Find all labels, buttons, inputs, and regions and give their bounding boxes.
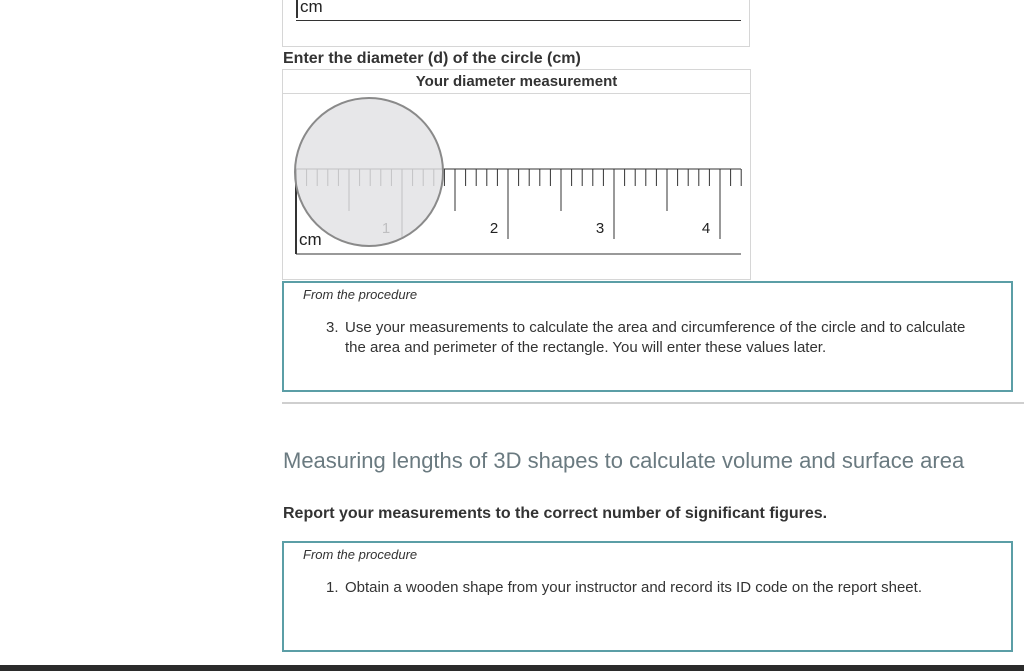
ruler-baseline bbox=[296, 20, 741, 21]
procedure-item-text: Use your measurements to calculate the area and circumference of the circle and to calculate the area and perimeter of the rectangle. You will enter these values later. bbox=[345, 319, 966, 356]
ruler-unit-label: cm bbox=[296, 0, 339, 18]
window-bottom-edge bbox=[0, 665, 1024, 671]
ruler-tick-label-3: 3 bbox=[595, 220, 605, 237]
procedure-item bbox=[326, 578, 966, 598]
procedure-item-number: 1. bbox=[326, 579, 339, 596]
procedure-label: From the procedure bbox=[303, 547, 418, 562]
procedure-box-step-3 bbox=[282, 281, 1013, 392]
section-title: Measuring lengths of 3D shapes to calculate volume and surface area bbox=[283, 448, 965, 473]
previous-measurement-panel bbox=[282, 0, 750, 47]
section-divider bbox=[282, 402, 1024, 404]
diameter-question-label: Enter the diameter (d) of the circle (cm) bbox=[283, 50, 581, 67]
procedure-item bbox=[326, 318, 966, 358]
ruler-with-circle[interactable] bbox=[283, 94, 750, 280]
diameter-panel-title: Your diameter measurement bbox=[283, 70, 750, 94]
ruler-tick-label-2: 2 bbox=[489, 220, 499, 237]
significant-figures-note: Report your measurements to the correct number of significant figures. bbox=[283, 505, 828, 522]
ruler-unit-label: cm bbox=[299, 230, 322, 249]
procedure-box-step-1 bbox=[282, 541, 1013, 652]
procedure-item-text: Obtain a wooden shape from your instructor and record its ID code on the report sheet. bbox=[345, 579, 922, 596]
ruler-tick-label-4: 4 bbox=[701, 220, 711, 237]
procedure-label: From the procedure bbox=[303, 287, 418, 302]
circle-shape bbox=[295, 98, 443, 246]
diameter-measurement-panel bbox=[282, 69, 751, 280]
procedure-item-number: 3. bbox=[326, 319, 339, 336]
